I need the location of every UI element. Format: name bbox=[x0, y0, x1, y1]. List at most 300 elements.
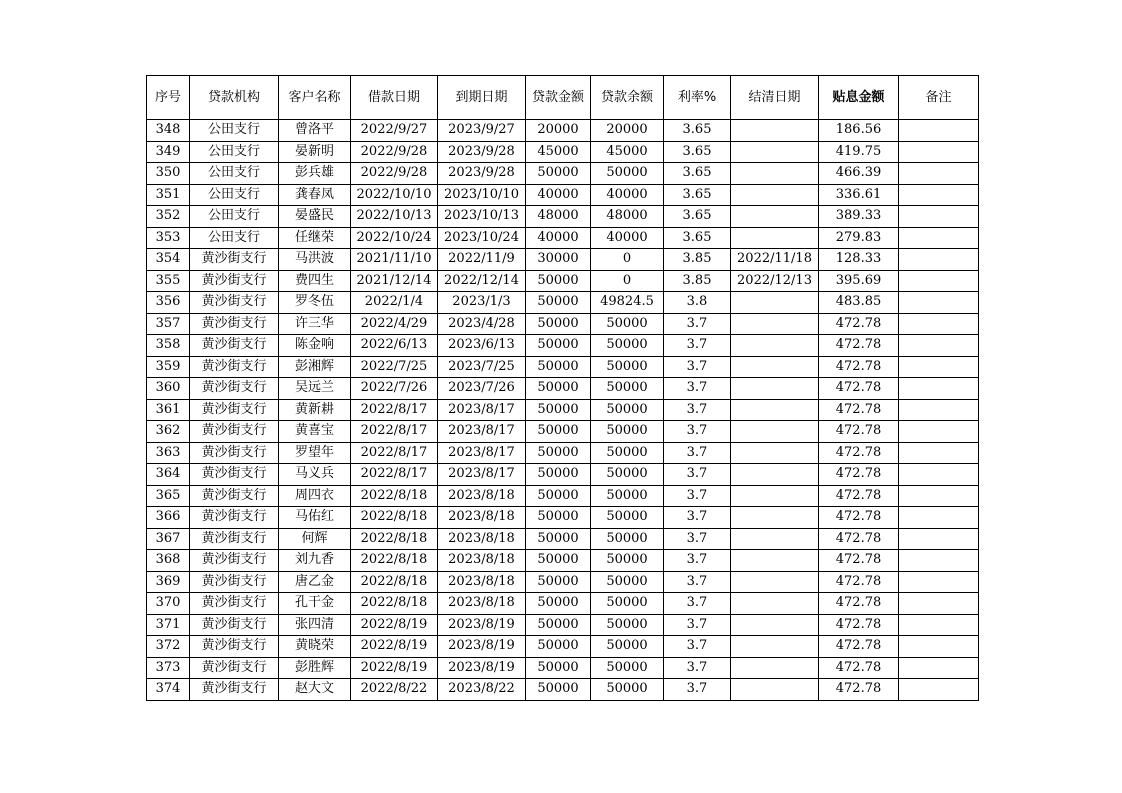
cell-loan-balance: 50000 bbox=[591, 356, 664, 378]
cell-settlement-date bbox=[731, 313, 819, 335]
cell-settlement-date bbox=[731, 335, 819, 357]
cell-serial-no: 357 bbox=[147, 313, 190, 335]
cell-loan-balance: 50000 bbox=[591, 614, 664, 636]
header-subsidy-amount: 贴息金额 bbox=[819, 76, 899, 120]
cell-subsidy-amount: 472.78 bbox=[819, 679, 899, 701]
cell-loan-balance: 50000 bbox=[591, 679, 664, 701]
cell-loan-amount: 50000 bbox=[526, 421, 591, 443]
cell-loan-amount: 50000 bbox=[526, 550, 591, 572]
cell-loan-amount: 50000 bbox=[526, 335, 591, 357]
cell-subsidy-amount: 466.39 bbox=[819, 163, 899, 185]
cell-remarks bbox=[899, 636, 979, 658]
header-customer-name: 客户名称 bbox=[279, 76, 351, 120]
cell-due-date: 2023/8/17 bbox=[438, 421, 526, 443]
cell-loan-amount: 50000 bbox=[526, 356, 591, 378]
cell-due-date: 2023/1/3 bbox=[438, 292, 526, 314]
cell-settlement-date bbox=[731, 442, 819, 464]
cell-subsidy-amount: 472.78 bbox=[819, 507, 899, 529]
cell-loan-balance: 40000 bbox=[591, 227, 664, 249]
cell-customer-name: 彭胜辉 bbox=[279, 657, 351, 679]
cell-loan-date: 2022/10/13 bbox=[351, 206, 438, 228]
cell-loan-amount: 30000 bbox=[526, 249, 591, 271]
cell-loan-amount: 50000 bbox=[526, 399, 591, 421]
cell-loan-date: 2022/8/18 bbox=[351, 485, 438, 507]
cell-loan-amount: 50000 bbox=[526, 636, 591, 658]
cell-customer-name: 陈金响 bbox=[279, 335, 351, 357]
table-row bbox=[147, 528, 979, 550]
cell-interest-rate: 3.65 bbox=[664, 141, 731, 163]
cell-serial-no: 364 bbox=[147, 464, 190, 486]
header-loan-date: 借款日期 bbox=[351, 76, 438, 120]
cell-interest-rate: 3.7 bbox=[664, 464, 731, 486]
cell-remarks bbox=[899, 399, 979, 421]
cell-remarks bbox=[899, 120, 979, 142]
cell-loan-balance: 40000 bbox=[591, 184, 664, 206]
cell-interest-rate: 3.85 bbox=[664, 249, 731, 271]
cell-serial-no: 363 bbox=[147, 442, 190, 464]
cell-subsidy-amount: 483.85 bbox=[819, 292, 899, 314]
cell-remarks bbox=[899, 485, 979, 507]
cell-loan-balance: 50000 bbox=[591, 313, 664, 335]
cell-due-date: 2023/10/10 bbox=[438, 184, 526, 206]
table-row bbox=[147, 614, 979, 636]
cell-due-date: 2023/8/19 bbox=[438, 636, 526, 658]
cell-loan-date: 2022/9/27 bbox=[351, 120, 438, 142]
table-row bbox=[147, 679, 979, 701]
cell-lender: 黄沙街支行 bbox=[190, 464, 279, 486]
cell-serial-no: 348 bbox=[147, 120, 190, 142]
cell-loan-amount: 50000 bbox=[526, 657, 591, 679]
cell-interest-rate: 3.7 bbox=[664, 636, 731, 658]
cell-due-date: 2023/8/18 bbox=[438, 571, 526, 593]
cell-customer-name: 张四清 bbox=[279, 614, 351, 636]
cell-customer-name: 龚春凤 bbox=[279, 184, 351, 206]
cell-due-date: 2023/9/28 bbox=[438, 163, 526, 185]
table-row bbox=[147, 485, 979, 507]
cell-loan-balance: 50000 bbox=[591, 335, 664, 357]
cell-remarks bbox=[899, 679, 979, 701]
cell-settlement-date bbox=[731, 206, 819, 228]
cell-settlement-date bbox=[731, 464, 819, 486]
cell-interest-rate: 3.65 bbox=[664, 206, 731, 228]
cell-loan-date: 2022/8/22 bbox=[351, 679, 438, 701]
cell-serial-no: 370 bbox=[147, 593, 190, 615]
cell-lender: 公田支行 bbox=[190, 184, 279, 206]
cell-loan-amount: 50000 bbox=[526, 464, 591, 486]
table-row bbox=[147, 421, 979, 443]
table-row bbox=[147, 335, 979, 357]
header-interest-rate: 利率% bbox=[664, 76, 731, 120]
table-row bbox=[147, 593, 979, 615]
header-due-date: 到期日期 bbox=[438, 76, 526, 120]
cell-settlement-date bbox=[731, 120, 819, 142]
cell-loan-balance: 45000 bbox=[591, 141, 664, 163]
cell-subsidy-amount: 389.33 bbox=[819, 206, 899, 228]
cell-due-date: 2023/8/18 bbox=[438, 485, 526, 507]
table-row bbox=[147, 657, 979, 679]
cell-due-date: 2023/10/13 bbox=[438, 206, 526, 228]
cell-loan-date: 2022/7/25 bbox=[351, 356, 438, 378]
cell-remarks bbox=[899, 464, 979, 486]
cell-loan-balance: 50000 bbox=[591, 550, 664, 572]
cell-lender: 黄沙街支行 bbox=[190, 270, 279, 292]
cell-remarks bbox=[899, 528, 979, 550]
cell-lender: 黄沙街支行 bbox=[190, 550, 279, 572]
cell-loan-amount: 50000 bbox=[526, 528, 591, 550]
cell-remarks bbox=[899, 614, 979, 636]
cell-settlement-date bbox=[731, 184, 819, 206]
cell-loan-date: 2022/8/17 bbox=[351, 442, 438, 464]
cell-settlement-date bbox=[731, 614, 819, 636]
cell-loan-date: 2022/8/17 bbox=[351, 421, 438, 443]
table-row bbox=[147, 249, 979, 271]
cell-subsidy-amount: 336.61 bbox=[819, 184, 899, 206]
cell-customer-name: 任继荣 bbox=[279, 227, 351, 249]
cell-settlement-date bbox=[731, 141, 819, 163]
cell-customer-name: 孔干金 bbox=[279, 593, 351, 615]
cell-loan-date: 2022/9/28 bbox=[351, 163, 438, 185]
cell-lender: 公田支行 bbox=[190, 120, 279, 142]
cell-settlement-date bbox=[731, 399, 819, 421]
cell-subsidy-amount: 419.75 bbox=[819, 141, 899, 163]
cell-due-date: 2023/6/13 bbox=[438, 335, 526, 357]
cell-customer-name: 黄晓荣 bbox=[279, 636, 351, 658]
cell-settlement-date: 2022/11/18 bbox=[731, 249, 819, 271]
header-loan-amount: 贷款金额 bbox=[526, 76, 591, 120]
cell-customer-name: 晏盛民 bbox=[279, 206, 351, 228]
cell-serial-no: 368 bbox=[147, 550, 190, 572]
cell-customer-name: 何辉 bbox=[279, 528, 351, 550]
cell-serial-no: 360 bbox=[147, 378, 190, 400]
cell-loan-date: 2022/1/4 bbox=[351, 292, 438, 314]
cell-loan-date: 2022/10/24 bbox=[351, 227, 438, 249]
cell-subsidy-amount: 128.33 bbox=[819, 249, 899, 271]
cell-interest-rate: 3.7 bbox=[664, 571, 731, 593]
cell-lender: 公田支行 bbox=[190, 227, 279, 249]
cell-interest-rate: 3.7 bbox=[664, 657, 731, 679]
cell-loan-amount: 40000 bbox=[526, 184, 591, 206]
cell-due-date: 2023/8/17 bbox=[438, 442, 526, 464]
cell-subsidy-amount: 472.78 bbox=[819, 313, 899, 335]
cell-lender: 黄沙街支行 bbox=[190, 249, 279, 271]
cell-remarks bbox=[899, 184, 979, 206]
cell-lender: 黄沙街支行 bbox=[190, 507, 279, 529]
header-serial-no: 序号 bbox=[147, 76, 190, 120]
cell-interest-rate: 3.7 bbox=[664, 421, 731, 443]
cell-interest-rate: 3.7 bbox=[664, 378, 731, 400]
cell-interest-rate: 3.65 bbox=[664, 163, 731, 185]
cell-lender: 黄沙街支行 bbox=[190, 335, 279, 357]
cell-subsidy-amount: 472.78 bbox=[819, 593, 899, 615]
cell-subsidy-amount: 472.78 bbox=[819, 550, 899, 572]
table-row bbox=[147, 270, 979, 292]
cell-loan-balance: 50000 bbox=[591, 657, 664, 679]
cell-serial-no: 372 bbox=[147, 636, 190, 658]
cell-subsidy-amount: 472.78 bbox=[819, 421, 899, 443]
cell-customer-name: 马洪波 bbox=[279, 249, 351, 271]
cell-due-date: 2023/8/19 bbox=[438, 657, 526, 679]
cell-serial-no: 373 bbox=[147, 657, 190, 679]
cell-loan-date: 2022/8/19 bbox=[351, 614, 438, 636]
loan-table bbox=[146, 75, 979, 701]
cell-loan-date: 2022/8/18 bbox=[351, 550, 438, 572]
cell-remarks bbox=[899, 421, 979, 443]
cell-remarks bbox=[899, 163, 979, 185]
cell-lender: 黄沙街支行 bbox=[190, 679, 279, 701]
cell-subsidy-amount: 472.78 bbox=[819, 636, 899, 658]
table-row bbox=[147, 399, 979, 421]
cell-loan-date: 2022/7/26 bbox=[351, 378, 438, 400]
cell-subsidy-amount: 472.78 bbox=[819, 464, 899, 486]
cell-loan-balance: 50000 bbox=[591, 442, 664, 464]
cell-serial-no: 369 bbox=[147, 571, 190, 593]
cell-settlement-date bbox=[731, 507, 819, 529]
cell-customer-name: 黄喜宝 bbox=[279, 421, 351, 443]
cell-settlement-date bbox=[731, 485, 819, 507]
cell-customer-name: 赵大文 bbox=[279, 679, 351, 701]
table-row bbox=[147, 163, 979, 185]
cell-interest-rate: 3.7 bbox=[664, 485, 731, 507]
cell-remarks bbox=[899, 657, 979, 679]
table-row bbox=[147, 356, 979, 378]
cell-subsidy-amount: 472.78 bbox=[819, 485, 899, 507]
cell-settlement-date bbox=[731, 356, 819, 378]
cell-remarks bbox=[899, 249, 979, 271]
cell-loan-date: 2022/8/19 bbox=[351, 636, 438, 658]
cell-loan-amount: 50000 bbox=[526, 378, 591, 400]
cell-remarks bbox=[899, 270, 979, 292]
cell-loan-balance: 50000 bbox=[591, 528, 664, 550]
cell-serial-no: 361 bbox=[147, 399, 190, 421]
cell-settlement-date bbox=[731, 163, 819, 185]
cell-subsidy-amount: 395.69 bbox=[819, 270, 899, 292]
cell-remarks bbox=[899, 442, 979, 464]
cell-remarks bbox=[899, 141, 979, 163]
cell-loan-balance: 49824.5 bbox=[591, 292, 664, 314]
cell-settlement-date bbox=[731, 528, 819, 550]
cell-loan-balance: 20000 bbox=[591, 120, 664, 142]
cell-settlement-date bbox=[731, 292, 819, 314]
cell-settlement-date bbox=[731, 550, 819, 572]
cell-customer-name: 彭湘辉 bbox=[279, 356, 351, 378]
cell-due-date: 2023/8/18 bbox=[438, 550, 526, 572]
cell-serial-no: 349 bbox=[147, 141, 190, 163]
cell-customer-name: 晏新明 bbox=[279, 141, 351, 163]
cell-due-date: 2023/8/18 bbox=[438, 593, 526, 615]
cell-loan-date: 2022/8/18 bbox=[351, 528, 438, 550]
cell-loan-balance: 50000 bbox=[591, 163, 664, 185]
cell-interest-rate: 3.7 bbox=[664, 356, 731, 378]
cell-loan-date: 2022/8/17 bbox=[351, 399, 438, 421]
cell-lender: 黄沙街支行 bbox=[190, 571, 279, 593]
cell-lender: 黄沙街支行 bbox=[190, 313, 279, 335]
cell-lender: 黄沙街支行 bbox=[190, 485, 279, 507]
cell-loan-amount: 40000 bbox=[526, 227, 591, 249]
cell-lender: 黄沙街支行 bbox=[190, 399, 279, 421]
cell-due-date: 2023/8/17 bbox=[438, 464, 526, 486]
cell-lender: 黄沙街支行 bbox=[190, 636, 279, 658]
cell-remarks bbox=[899, 507, 979, 529]
cell-subsidy-amount: 472.78 bbox=[819, 528, 899, 550]
cell-customer-name: 黄新耕 bbox=[279, 399, 351, 421]
cell-due-date: 2023/7/26 bbox=[438, 378, 526, 400]
cell-interest-rate: 3.85 bbox=[664, 270, 731, 292]
cell-remarks bbox=[899, 356, 979, 378]
cell-subsidy-amount: 472.78 bbox=[819, 614, 899, 636]
cell-remarks bbox=[899, 335, 979, 357]
cell-due-date: 2022/11/9 bbox=[438, 249, 526, 271]
table-row bbox=[147, 378, 979, 400]
header-settlement-date: 结清日期 bbox=[731, 76, 819, 120]
cell-interest-rate: 3.65 bbox=[664, 184, 731, 206]
cell-serial-no: 350 bbox=[147, 163, 190, 185]
table-body bbox=[147, 120, 979, 701]
table-row bbox=[147, 636, 979, 658]
cell-loan-amount: 50000 bbox=[526, 485, 591, 507]
cell-loan-date: 2022/9/28 bbox=[351, 141, 438, 163]
cell-settlement-date bbox=[731, 421, 819, 443]
cell-due-date: 2023/4/28 bbox=[438, 313, 526, 335]
cell-lender: 黄沙街支行 bbox=[190, 421, 279, 443]
cell-loan-balance: 50000 bbox=[591, 507, 664, 529]
cell-settlement-date bbox=[731, 571, 819, 593]
cell-subsidy-amount: 472.78 bbox=[819, 442, 899, 464]
cell-loan-balance: 0 bbox=[591, 270, 664, 292]
cell-interest-rate: 3.7 bbox=[664, 679, 731, 701]
cell-loan-date: 2022/8/18 bbox=[351, 593, 438, 615]
cell-remarks bbox=[899, 571, 979, 593]
table-row bbox=[147, 550, 979, 572]
cell-interest-rate: 3.7 bbox=[664, 335, 731, 357]
cell-loan-balance: 50000 bbox=[591, 464, 664, 486]
cell-loan-balance: 48000 bbox=[591, 206, 664, 228]
cell-loan-amount: 50000 bbox=[526, 593, 591, 615]
cell-due-date: 2023/8/18 bbox=[438, 507, 526, 529]
table-row bbox=[147, 313, 979, 335]
cell-loan-amount: 45000 bbox=[526, 141, 591, 163]
cell-subsidy-amount: 472.78 bbox=[819, 571, 899, 593]
cell-serial-no: 358 bbox=[147, 335, 190, 357]
cell-serial-no: 355 bbox=[147, 270, 190, 292]
header-row bbox=[147, 76, 979, 120]
header-remarks: 备注 bbox=[899, 76, 979, 120]
cell-settlement-date bbox=[731, 679, 819, 701]
table-row bbox=[147, 571, 979, 593]
cell-loan-date: 2022/8/19 bbox=[351, 657, 438, 679]
cell-serial-no: 359 bbox=[147, 356, 190, 378]
cell-serial-no: 352 bbox=[147, 206, 190, 228]
cell-interest-rate: 3.7 bbox=[664, 550, 731, 572]
cell-customer-name: 刘九香 bbox=[279, 550, 351, 572]
cell-loan-balance: 50000 bbox=[591, 421, 664, 443]
cell-customer-name: 唐乙金 bbox=[279, 571, 351, 593]
cell-interest-rate: 3.7 bbox=[664, 614, 731, 636]
cell-lender: 黄沙街支行 bbox=[190, 528, 279, 550]
cell-subsidy-amount: 472.78 bbox=[819, 335, 899, 357]
cell-subsidy-amount: 472.78 bbox=[819, 356, 899, 378]
table-row bbox=[147, 292, 979, 314]
cell-loan-amount: 50000 bbox=[526, 313, 591, 335]
cell-loan-balance: 50000 bbox=[591, 378, 664, 400]
cell-loan-balance: 50000 bbox=[591, 636, 664, 658]
table-row bbox=[147, 442, 979, 464]
cell-loan-date: 2022/6/13 bbox=[351, 335, 438, 357]
cell-serial-no: 362 bbox=[147, 421, 190, 443]
cell-serial-no: 351 bbox=[147, 184, 190, 206]
cell-settlement-date bbox=[731, 636, 819, 658]
cell-settlement-date: 2022/12/13 bbox=[731, 270, 819, 292]
cell-remarks bbox=[899, 313, 979, 335]
cell-due-date: 2023/8/17 bbox=[438, 399, 526, 421]
cell-loan-amount: 50000 bbox=[526, 507, 591, 529]
cell-loan-date: 2022/10/10 bbox=[351, 184, 438, 206]
cell-serial-no: 366 bbox=[147, 507, 190, 529]
cell-customer-name: 费四生 bbox=[279, 270, 351, 292]
cell-serial-no: 374 bbox=[147, 679, 190, 701]
cell-loan-amount: 50000 bbox=[526, 571, 591, 593]
cell-settlement-date bbox=[731, 378, 819, 400]
table-row bbox=[147, 507, 979, 529]
table-row bbox=[147, 141, 979, 163]
cell-customer-name: 曾洛平 bbox=[279, 120, 351, 142]
cell-customer-name: 许三华 bbox=[279, 313, 351, 335]
cell-loan-date: 2022/8/17 bbox=[351, 464, 438, 486]
cell-subsidy-amount: 472.78 bbox=[819, 399, 899, 421]
header-lender: 贷款机构 bbox=[190, 76, 279, 120]
cell-loan-date: 2022/8/18 bbox=[351, 507, 438, 529]
cell-lender: 黄沙街支行 bbox=[190, 292, 279, 314]
cell-settlement-date bbox=[731, 227, 819, 249]
cell-lender: 黄沙街支行 bbox=[190, 442, 279, 464]
cell-interest-rate: 3.8 bbox=[664, 292, 731, 314]
cell-settlement-date bbox=[731, 657, 819, 679]
cell-serial-no: 354 bbox=[147, 249, 190, 271]
table-header bbox=[147, 76, 979, 120]
cell-serial-no: 353 bbox=[147, 227, 190, 249]
cell-loan-amount: 50000 bbox=[526, 442, 591, 464]
cell-customer-name: 马佑红 bbox=[279, 507, 351, 529]
cell-serial-no: 365 bbox=[147, 485, 190, 507]
cell-loan-balance: 50000 bbox=[591, 485, 664, 507]
cell-lender: 黄沙街支行 bbox=[190, 378, 279, 400]
cell-lender: 黄沙街支行 bbox=[190, 356, 279, 378]
cell-remarks bbox=[899, 227, 979, 249]
cell-interest-rate: 3.7 bbox=[664, 507, 731, 529]
cell-due-date: 2023/8/19 bbox=[438, 614, 526, 636]
cell-loan-date: 2022/8/18 bbox=[351, 571, 438, 593]
cell-due-date: 2023/9/28 bbox=[438, 141, 526, 163]
cell-lender: 公田支行 bbox=[190, 141, 279, 163]
cell-loan-balance: 50000 bbox=[591, 593, 664, 615]
cell-subsidy-amount: 279.83 bbox=[819, 227, 899, 249]
cell-due-date: 2023/10/24 bbox=[438, 227, 526, 249]
cell-serial-no: 371 bbox=[147, 614, 190, 636]
cell-loan-date: 2021/11/10 bbox=[351, 249, 438, 271]
cell-due-date: 2023/8/18 bbox=[438, 528, 526, 550]
cell-remarks bbox=[899, 550, 979, 572]
cell-lender: 黄沙街支行 bbox=[190, 614, 279, 636]
cell-loan-balance: 50000 bbox=[591, 571, 664, 593]
table-row bbox=[147, 227, 979, 249]
cell-interest-rate: 3.7 bbox=[664, 442, 731, 464]
cell-settlement-date bbox=[731, 593, 819, 615]
cell-loan-amount: 48000 bbox=[526, 206, 591, 228]
cell-due-date: 2023/7/25 bbox=[438, 356, 526, 378]
cell-remarks bbox=[899, 206, 979, 228]
cell-customer-name: 彭兵雄 bbox=[279, 163, 351, 185]
cell-subsidy-amount: 472.78 bbox=[819, 378, 899, 400]
cell-loan-amount: 50000 bbox=[526, 614, 591, 636]
